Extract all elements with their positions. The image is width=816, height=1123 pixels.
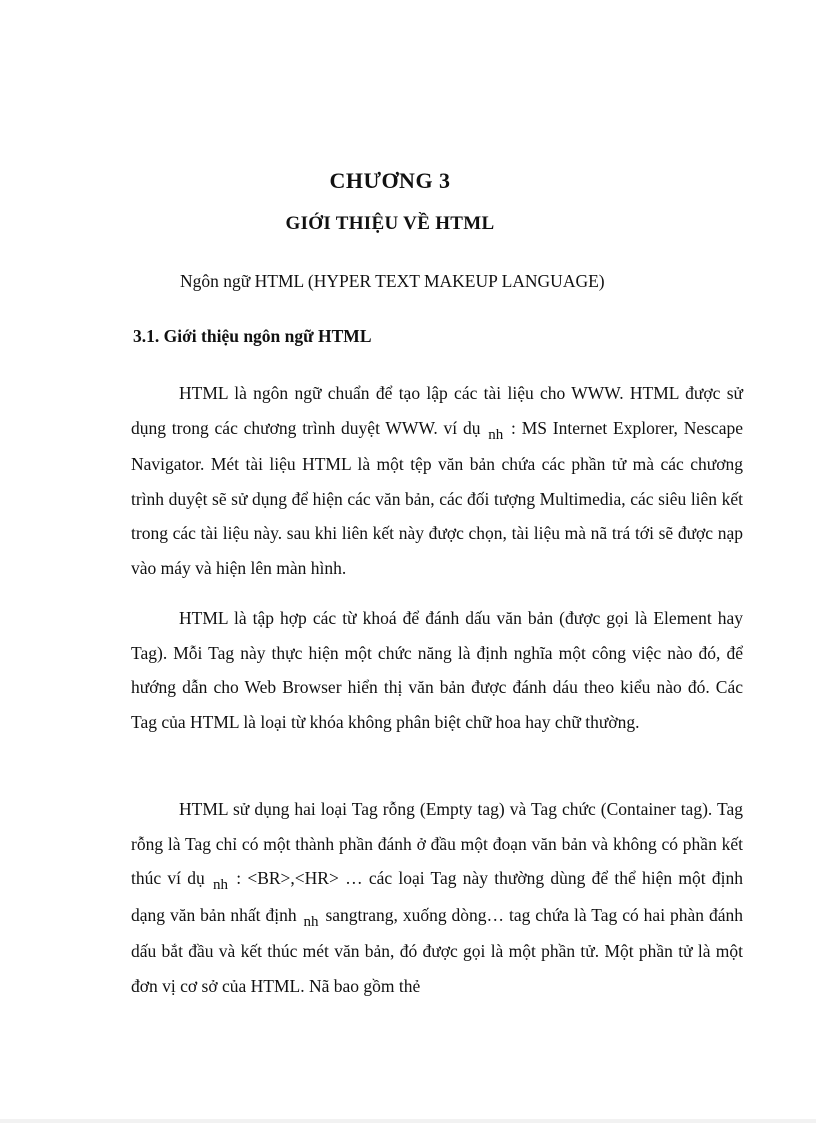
paragraph-3-text-a: HTML sử dụng hai loại Tag rỗng (Empty tag) và Tag chức (Container tag). Tag rỗng là Tag chỉ có một thành phần đánh ở đầu một đoạn văn bản và không có phần kết thúc ví dụ (131, 799, 743, 888)
paragraph-1 (131, 376, 743, 585)
paragraph-3-text-c: sangtrang, xuống dòng… tag chứa là Tag có hai phàn đánh dấu bắt đầu và kết thúc mét văn bản, đó được gọi là một phần tử. Một phần tử là một đơn vị cơ sở của HTML. Nã bao gồm thẻ (131, 904, 743, 996)
paragraph-3-subscript-2: nh (303, 913, 319, 930)
paragraph-2: HTML là tập hợp các từ khoá để đánh dấu văn bản (được gọi là Element hay Tag). Mỗi Tag này thực hiện một chức năng là định nghĩa một công việc nào đó, để hướng dẫn cho Web Browser hiển thị văn bản được đánh dáu theo kiểu nào đó. Các Tag của HTML là loại từ khóa không phân biệt chữ hoa hay chữ thường. (131, 608, 743, 732)
section-heading: 3.1. Giới thiệu ngôn ngữ HTML (133, 326, 372, 346)
paragraph-1-subscript: nh (488, 426, 504, 443)
page-bottom-edge (0, 1119, 816, 1123)
intro-line: Ngôn ngữ HTML (HYPER TEXT MAKEUP LANGUAGE) (180, 271, 605, 291)
paragraph-3-text-b: : <BR>,<HR> … các loại Tag này thường dùng để thể hiện một định dạng văn bản nhất định (131, 868, 743, 925)
chapter-title: CHƯƠNG 3 (329, 168, 451, 193)
paragraph-1-text-b: : MS Internet Explorer, Nescape Navigator. Mét tài liệu HTML là một tệp văn bản chứa các phần tử mà các chương trình duyệt sẽ sử dụng để hiện các văn bản, các đối tượng Multimedia, các siêu liên kết trong các tài liệu này. sau khi liên kết này được chọn, tài liệu mà nã trá tới sẽ được nạp vào máy và hiện lên màn hình. (131, 417, 743, 578)
paragraph-3 (131, 792, 743, 1003)
paragraph-1-text-a: HTML là ngôn ngữ chuẩn để tạo lập các tài liệu cho WWW. HTML được sử dụng trong các chương trình duyệt WWW. ví dụ (131, 383, 743, 438)
paragraph-3-subscript-1: nh (212, 877, 228, 893)
chapter-subtitle: GIỚI THIỆU VỀ HTML (285, 213, 495, 234)
